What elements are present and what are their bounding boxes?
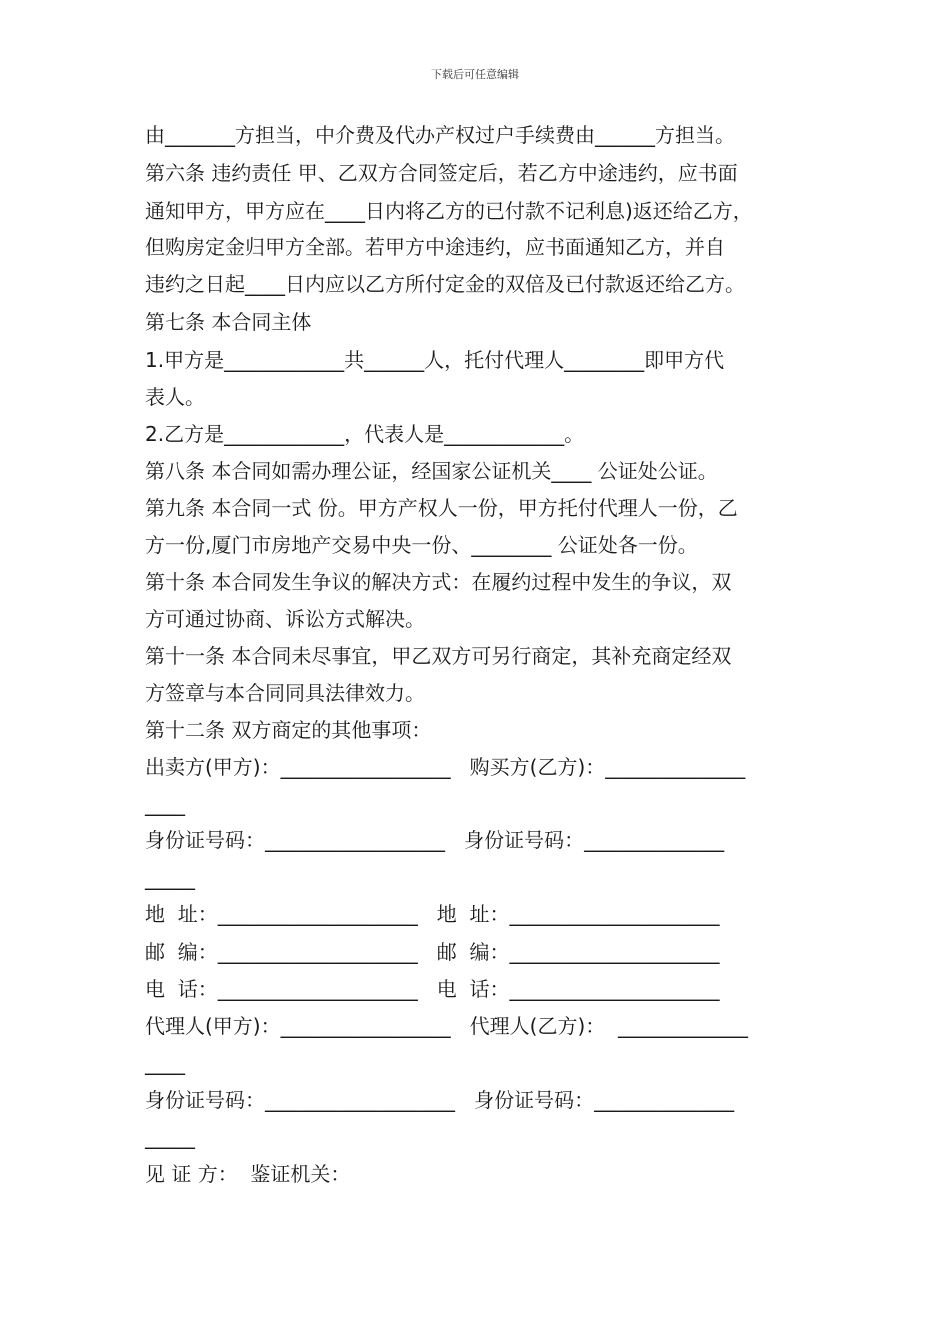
blank-continuation: _____ xyxy=(145,866,195,890)
text-line: 方可通过协商、诉讼方式解决。 xyxy=(145,607,425,631)
blank-continuation: _____ xyxy=(145,1125,195,1149)
phone-line: 电 话：____________________ 电 话：_____________________ xyxy=(145,977,720,1001)
agent-line: 代理人(甲方)：_________________ 代理人(乙方)： _____________ xyxy=(145,1014,748,1038)
text-line: 2.乙方是____________，代表人是____________。 xyxy=(145,422,585,446)
text-line: 第九条 本合同一式 份。甲方产权人一份，甲方托付代理人一份，乙 xyxy=(145,496,738,520)
text-line: 方签章与本合同同具法律效力。 xyxy=(145,681,425,705)
text-line: 违约之日起____日内应以乙方所付定金的双倍及已付款返还给乙方。 xyxy=(145,272,745,296)
blank-continuation: ____ xyxy=(145,792,185,816)
text-line: 第六条 违约责任 甲、乙双方合同签定后，若乙方中途违约，应书面 xyxy=(145,161,738,185)
postcode-line: 邮 编：____________________ 邮 编：_____________________ xyxy=(145,940,720,964)
text-line: 方一份,厦门市房地产交易中央一份、________ 公证处各一份。 xyxy=(145,533,698,557)
text-line: 由_______方担当，中介费及代办产权过户手续费由______方担当。 xyxy=(145,123,735,147)
text-line: 表人。 xyxy=(145,385,205,409)
blank-continuation: ____ xyxy=(145,1051,185,1075)
id-number-line: 身份证号码：__________________ 身份证号码：______________ xyxy=(145,828,725,852)
address-line: 地 址：____________________ 地 址：_____________________ xyxy=(145,902,720,926)
seller-buyer-line: 出卖方(甲方)：_________________ 购买方(乙方)：______________ xyxy=(145,755,746,779)
section-heading: 第七条 本合同主体 xyxy=(145,310,312,334)
text-line: 通知甲方，甲方应在____日内将乙方的已付款不记利息)返还给乙方， xyxy=(145,199,753,223)
witness-line: 见 证 方： 鉴证机关： xyxy=(145,1162,351,1186)
text-line: 1.甲方是____________共______人，托付代理人________即甲方代 xyxy=(145,348,725,372)
text-line: 第十一条 本合同未尽事宜，甲乙双方可另行商定，其补充商定经双 xyxy=(145,644,732,668)
text-line: 第十条 本合同发生争议的解决方式：在履约过程中发生的争议，双 xyxy=(145,570,732,594)
id-number-line: 身份证号码：___________________ 身份证号码：______________ xyxy=(145,1088,735,1112)
page-header: 下载后可任意编辑 xyxy=(431,68,519,81)
section-heading: 第十二条 双方商定的其他事项： xyxy=(145,718,432,742)
text-line: 第八条 本合同如需办理公证，经国家公证机关____ 公证处公证。 xyxy=(145,459,718,483)
text-line: 但购房定金归甲方全部。若甲方中途违约，应书面通知乙方，并自 xyxy=(145,235,725,259)
